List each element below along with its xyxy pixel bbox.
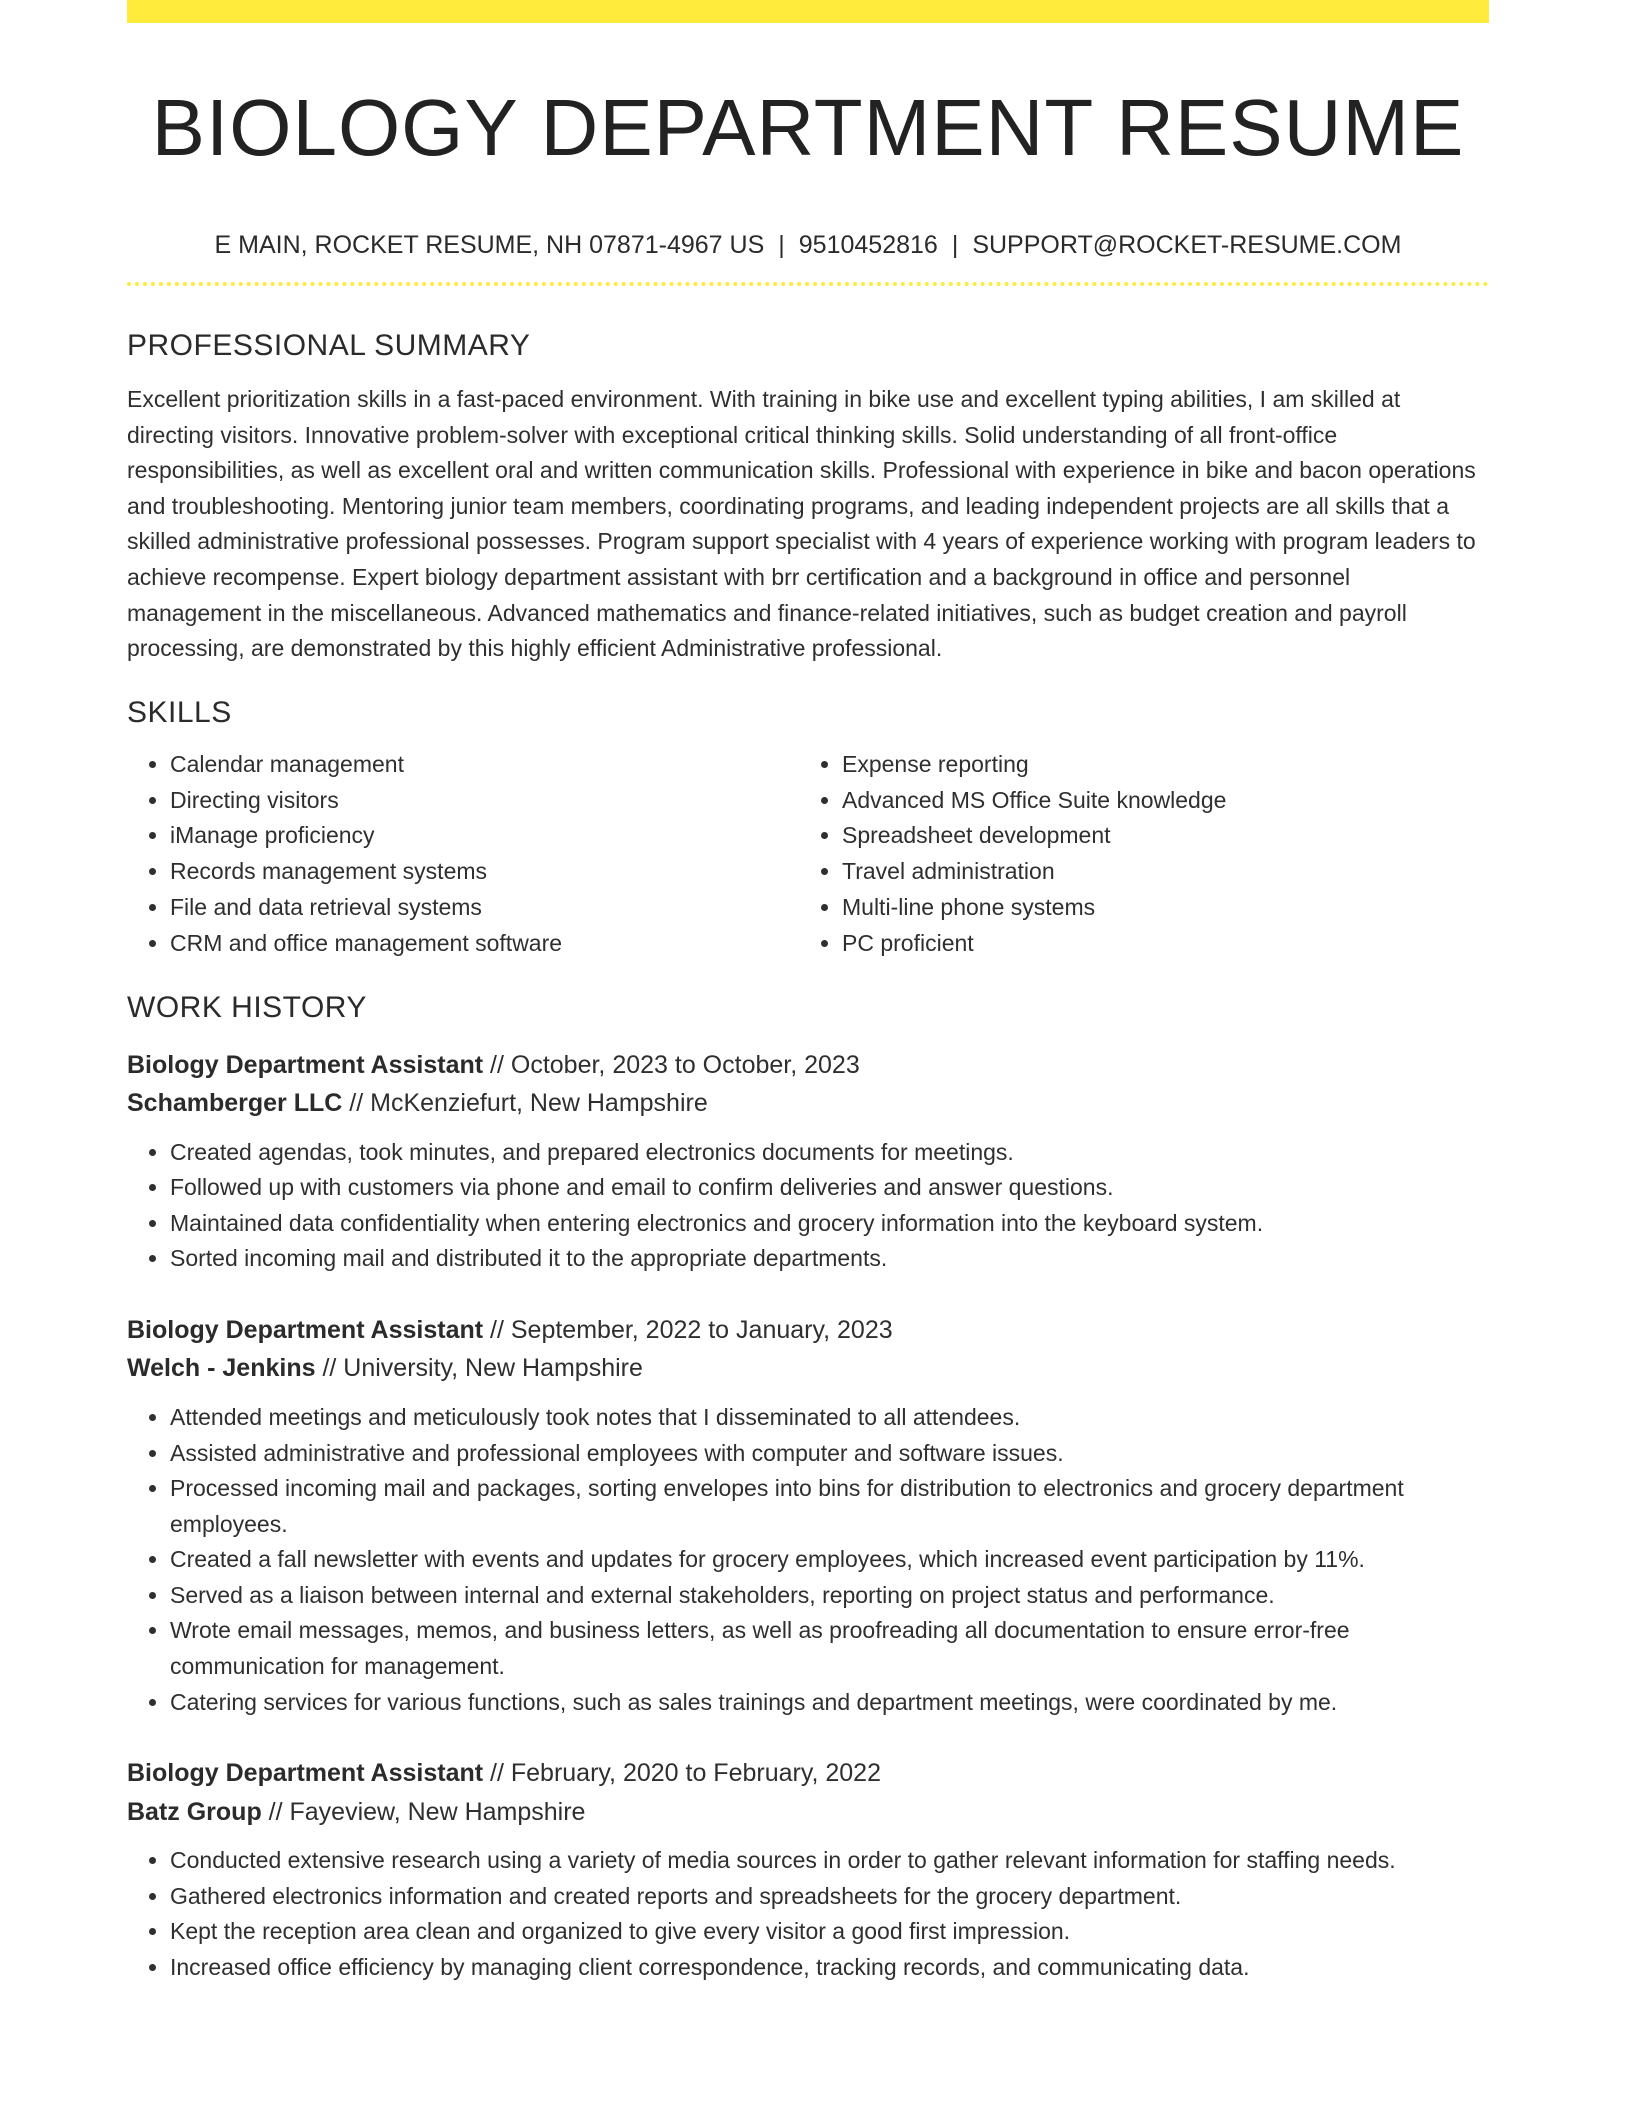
contact-address: E MAIN, ROCKET RESUME, NH 07871-4967 US	[214, 231, 765, 259]
job-bullet: • Created a fall newsletter with events and updates for grocery employees, which increased event participation by 11%.	[170, 1542, 1489, 1578]
job-bullet: • Processed incoming mail and packages, sorting envelopes into bins for distribution to electronics and grocery department employees.	[170, 1471, 1489, 1542]
job-header	[127, 1311, 1489, 1388]
resume-content	[127, 0, 1489, 1986]
skill-item: • Travel administration	[842, 854, 1471, 890]
skills-section	[127, 693, 1489, 962]
contact-separator: |	[778, 231, 785, 259]
skill-item: • PC proficient	[842, 926, 1471, 962]
contact-email: SUPPORT@ROCKET-RESUME.COM	[972, 231, 1402, 259]
job-bullet: • Conducted extensive research using a variety of media sources in order to gather relevant information for staffing needs.	[170, 1843, 1489, 1879]
skill-item: • Directing visitors	[170, 783, 799, 819]
section-title-skills: SKILLS	[127, 695, 232, 729]
resume-title: BIOLOGY DEPARTMENT RESUME	[151, 83, 1465, 172]
job-bullet: • Maintained data confidentiality when entering electronics and grocery information into the keyboard system.	[170, 1206, 1489, 1242]
job-entry	[127, 1754, 1489, 1985]
job-bullet: • Wrote email messages, memos, and business letters, as well as proofreading all documentation to ensure error-free communication for management.	[170, 1613, 1489, 1684]
professional-summary-section	[127, 326, 1489, 667]
job-role: Biology Department Assistant	[127, 1315, 484, 1344]
job-bullets	[127, 1400, 1489, 1720]
summary-text: Excellent prioritization skills in a fast-paced environment. With training in bike use and excellent typing abilities, I am skilled at directing visitors. Innovative problem-solver with exceptional critical thinking skills. Solid understanding of all front-office responsibilities, as well as excellent oral and written communication skills. Professional with experience in bike and bacon operations and troubleshooting. Mentoring junior team members, coordinating programs, and leading independent projects are all skills that a skilled administrative professional possesses. Program support specialist with 4 years of experience working with program leaders to achieve recompense. Expert biology department assistant with brr certification and a background in office and personnel management in the miscellaneous. Advanced mathematics and finance-related initiatives, such as budget creation and payroll processing, are demonstrated by this highly efficient Administrative professional.	[127, 386, 1476, 662]
job-role-line	[127, 1311, 1489, 1350]
skill-item: • iManage proficiency	[170, 818, 799, 854]
job-bullet: • Kept the reception area clean and organized to give every visitor a good first impression.	[170, 1914, 1489, 1950]
job-bullet: • Served as a liaison between internal and external stakeholders, reporting on project status and performance.	[170, 1578, 1489, 1614]
section-title-work-history: WORK HISTORY	[127, 990, 367, 1024]
job-bullet: • Created agendas, took minutes, and prepared electronics documents for meetings.	[170, 1135, 1489, 1171]
job-header	[127, 1046, 1489, 1123]
job-dates: // October, 2023 to October, 2023	[483, 1050, 860, 1079]
skill-item: • Calendar management	[170, 747, 799, 783]
job-role-line	[127, 1046, 1489, 1085]
job-company: Welch - Jenkins	[127, 1354, 316, 1383]
job-bullet: • Attended meetings and meticulously took notes that I disseminated to all attendees.	[170, 1400, 1489, 1436]
job-bullet: • Sorted incoming mail and distributed it to the appropriate departments.	[170, 1241, 1489, 1277]
job-dates: // February, 2020 to February, 2022	[483, 1759, 881, 1788]
skill-item: • Expense reporting	[842, 747, 1471, 783]
job-bullets	[127, 1843, 1489, 1985]
job-company-line	[127, 1349, 1489, 1388]
section-title-summary: PROFESSIONAL SUMMARY	[127, 329, 531, 362]
skill-item: • Multi-line phone systems	[842, 890, 1471, 926]
job-bullet: • Increased office efficiency by managing client correspondence, tracking records, and communicating data.	[170, 1950, 1489, 1986]
contact-phone: 9510452816	[798, 231, 938, 259]
skills-list-left	[127, 747, 799, 962]
header-divider	[127, 282, 1489, 286]
skill-item: • Records management systems	[170, 854, 799, 890]
job-role: Biology Department Assistant	[127, 1759, 484, 1788]
work-history-section	[127, 988, 1489, 1986]
skills-grid	[127, 747, 1489, 962]
skill-item: • Spreadsheet development	[842, 818, 1471, 854]
skill-item: • CRM and office management software	[170, 926, 799, 962]
job-bullet: • Assisted administrative and professional employees with computer and software issues.	[170, 1436, 1489, 1472]
job-company: Schamberger LLC	[127, 1089, 343, 1118]
skill-item: • Advanced MS Office Suite knowledge	[842, 783, 1471, 819]
contact-line	[127, 228, 1489, 262]
job-role: Biology Department Assistant	[127, 1050, 484, 1079]
job-company-line	[127, 1084, 1489, 1123]
job-location: // McKenziefurt, New Hampshire	[342, 1089, 708, 1118]
job-location: // University, New Hampshire	[315, 1354, 643, 1383]
job-header	[127, 1754, 1489, 1831]
job-entry	[127, 1046, 1489, 1277]
job-dates: // September, 2022 to January, 2023	[483, 1315, 893, 1344]
skills-list-right	[799, 747, 1471, 962]
job-company-line	[127, 1793, 1489, 1832]
job-entry	[127, 1311, 1489, 1720]
job-bullet: • Followed up with customers via phone and email to confirm deliveries and answer questions.	[170, 1170, 1489, 1206]
job-bullet: • Catering services for various functions, such as sales trainings and department meetings, were coordinated by me.	[170, 1685, 1489, 1721]
job-location: // Fayeview, New Hampshire	[261, 1797, 586, 1826]
skill-item: • File and data retrieval systems	[170, 890, 799, 926]
job-company: Batz Group	[127, 1797, 262, 1826]
job-bullet: • Gathered electronics information and created reports and spreadsheets for the grocery department.	[170, 1879, 1489, 1915]
job-role-line	[127, 1754, 1489, 1793]
contact-separator: |	[951, 231, 959, 259]
job-bullets	[127, 1135, 1489, 1277]
